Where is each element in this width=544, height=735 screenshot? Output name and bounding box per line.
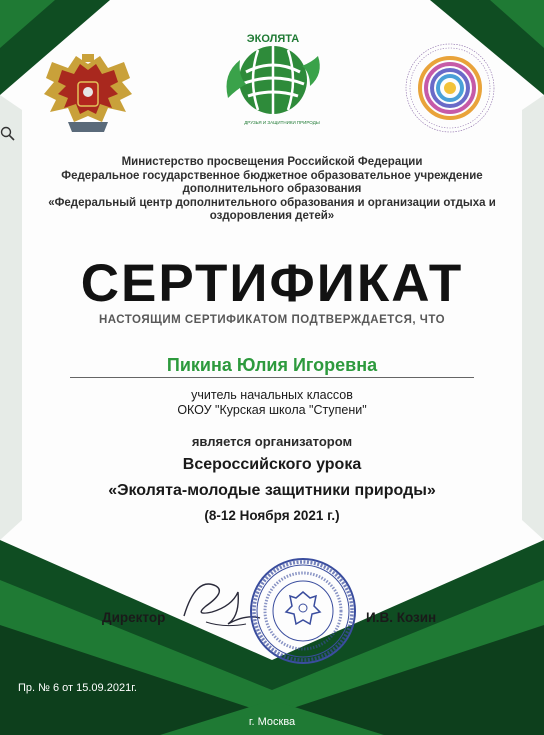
recipient-underline (70, 377, 474, 378)
certificate-subtitle: НАСТОЯЩИМ СЕРТИФИКАТОМ ПОДТВЕРЖДАЕТСЯ, ЧТО (98, 314, 446, 326)
recipient-role: является организатором (191, 434, 353, 449)
director-label: Директор (102, 610, 166, 625)
org-line-1: Министерство просвещения Российской Федерации (121, 156, 423, 168)
ecolyata-logo-subtext: ДРУЗЬЯ И ЗАЩИТНИКИ ПРИРОДЫ (244, 120, 320, 125)
director-name: И.В. Козин (366, 610, 437, 625)
event-line-1: Всероссийского урока (182, 456, 362, 473)
city: г. Москва (248, 716, 296, 728)
magnifier-icon[interactable] (0, 126, 16, 142)
org-line-3: дополнительного образования (182, 183, 362, 195)
recipient-name: Пикина Юлия Игоревна (166, 355, 378, 375)
event-dates: (8-12 Ноября 2021 г.) (204, 508, 340, 523)
russian-eagle-emblem-logo (38, 52, 138, 142)
recipient-position (60, 388, 484, 418)
official-seal (248, 556, 358, 666)
position-line-2: ОКОУ "Курская школа "Ступени" (177, 403, 367, 417)
org-line-2: Федеральное государственное бюджетное образовательное учреждение (61, 169, 483, 182)
certificate-title: СЕРТИФИКАТ (80, 254, 464, 313)
organization-block (40, 156, 504, 224)
position-line-1: учитель начальных классов (191, 388, 353, 402)
event-line-2: «Эколята-молодые защитники природы» (108, 482, 436, 499)
order-reference: Пр. № 6 от 15.09.2021г. (18, 682, 137, 694)
org-line-4: «Федеральный центр дополнительного образования и организации отдыха и (48, 196, 496, 209)
ecolyata-logo-text: ЭКОЛЯТА (246, 33, 300, 45)
federal-center-logo (400, 38, 500, 138)
ecolyata-logo (218, 28, 328, 128)
org-line-5: оздоровления детей» (209, 210, 335, 222)
